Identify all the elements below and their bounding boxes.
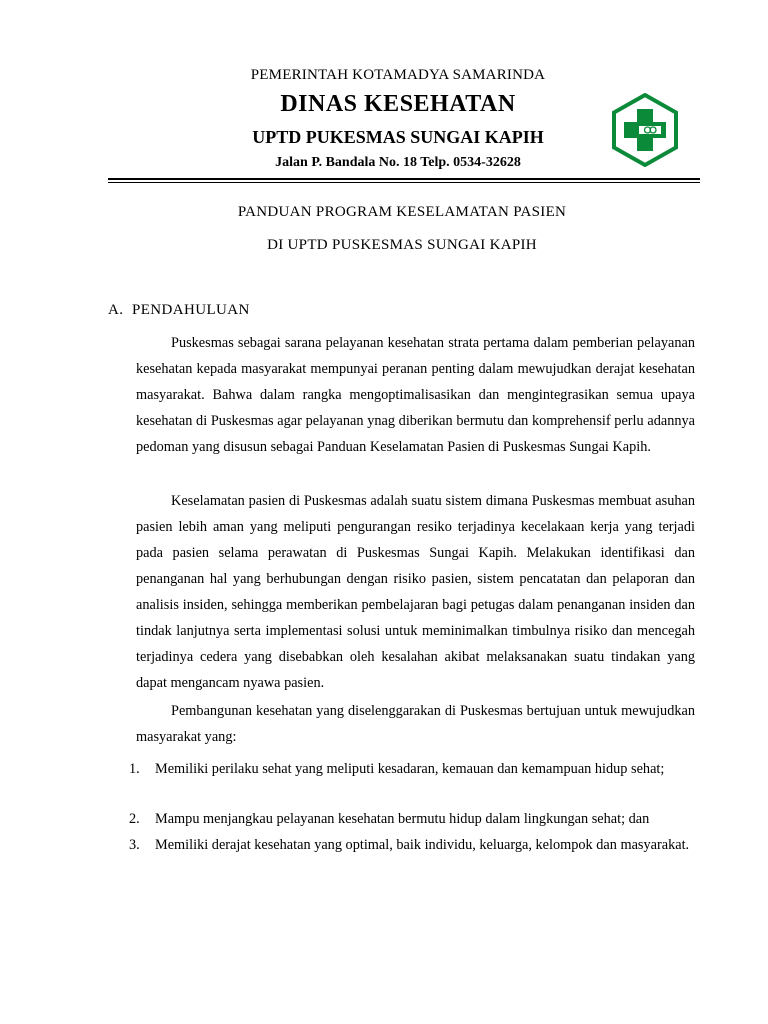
list-item [129,806,695,832]
paragraph: Keselamatan pasien di Puskesmas adalah suatu sistem dimana Puskesmas membuat asuhan pasien lebih aman yang meliputi pengurangan resiko terjadinya kecelakaan kerja yang terjadi pada pasien selama perawatan di Puskesmas Sungai Kapih. Melakukan identifikasi dan penanganan hal yang berhubungan dengan risiko pasien, sistem pencatatan dan pelaporan dan analisis insiden, sehingga memberikan pembelajaran bagi petugas dalam penanganan insiden dan tindak lanjutnya serta implementasi solusi untuk meminimalkan timbulnya risiko dan mencegah terjadinya cedera yang disebabkan oleh kesalahan akibat melaksanakan suatu tindakan yang dapat mengancam nyawa pasien. [136,493,695,691]
address-line: Jalan P. Bandala No. 18 Telp. 0534-32628 [275,155,521,170]
paragraph-patient-safety [136,488,695,696]
header-rule-thin [108,182,700,183]
document-title-line2: DI UPTD PUSKESMAS SUNGAI KAPIH [267,237,537,253]
section-number: A. [108,302,124,318]
list-item-text: Mampu menjangkau pelayanan kesehatan bermutu hidup dalam lingkungan sehat; dan [155,811,650,827]
document-title-line1: PANDUAN PROGRAM KESELAMATAN PASIEN [237,204,567,220]
list-item [129,832,695,858]
list-item-number: 1. [129,761,140,777]
paragraph-development-goal [136,698,695,750]
puskesmas-logo-icon [608,93,682,167]
paragraph: Puskesmas sebagai sarana pelayanan kesehatan strata pertama dalam pemberian pelayanan kesehatan kepada masyarakat mempunyai peranan penting dalam mewujudkan derajat kesehatan masyarakat. Bahwa dalam rangka mengoptimalisasikan dan mengintegrasikan semua upaya kesehatan di Puskesmas agar pelayanan ynag diberikan bermutu dan komprehensif perlu adannya pedoman yang disusun sebagai Panduan Keselamatan Pasien di Puskesmas Sungai Kapih. [136,335,695,455]
paragraph-intro [136,330,695,460]
unit-name: UPTD PUKESMAS SUNGAI KAPIH [252,127,544,147]
paragraph: Pembangunan kesehatan yang diselenggarakan di Puskesmas bertujuan untuk mewujudkan masyarakat yang: [136,703,695,745]
list-item-text: Memiliki derajat kesehatan yang optimal, baik individu, keluarga, kelompok dan masyarakat. [155,837,690,853]
list-item [129,756,695,782]
list-item-text: Memiliki perilaku sehat yang meliputi kesadaran, kemauan dan kemampuan hidup sehat; [155,761,665,777]
government-name: PEMERINTAH KOTAMADYA SAMARINDA [250,67,546,83]
list-item-number: 3. [129,837,140,853]
section-title: PENDAHULUAN [132,302,250,318]
section-heading [108,302,250,319]
header-rule-thick [108,178,700,180]
department-name: DINAS KESEHATAN [280,91,516,117]
list-item-number: 2. [129,811,140,827]
